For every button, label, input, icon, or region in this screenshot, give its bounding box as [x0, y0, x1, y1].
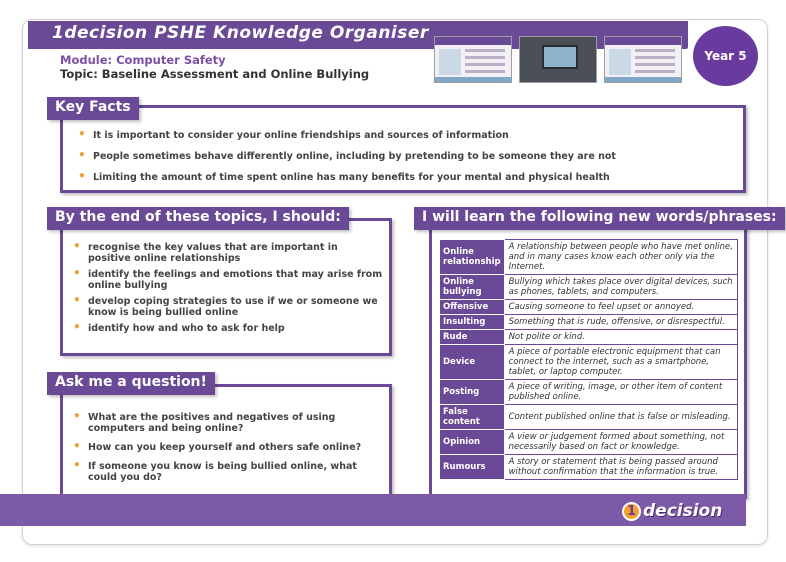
question-item: • How can you keep yourself and others safe online? — [73, 442, 383, 453]
key-fact-item: • People sometimes behave differently online, including by pretending to be someone they are not — [78, 151, 728, 162]
questions-heading: Ask me a question! — [47, 372, 215, 395]
vocabulary-definition: A piece of writing, image, or other item of content published online. — [504, 380, 737, 405]
outcome-item: • develop coping strategies to use if we or someone we know is being bullied online — [73, 296, 383, 318]
vocabulary-table — [439, 239, 738, 480]
vocabulary-definition: A relationship between people who have met online, and in many cases know each other only via the Internet. — [504, 240, 737, 275]
vocabulary-row — [440, 405, 738, 430]
logo-mark-icon: 1 — [622, 502, 641, 521]
key-facts-heading: Key Facts — [47, 97, 139, 120]
lesson-thumbnail-3 — [604, 36, 682, 83]
vocabulary-row — [440, 455, 738, 480]
vocabulary-term: Device — [440, 345, 505, 380]
logo-text: decision — [643, 501, 723, 521]
outcomes-list — [73, 242, 383, 334]
vocabulary-row — [440, 345, 738, 380]
vocabulary-term: Rude — [440, 330, 505, 345]
year-badge: Year 5 — [693, 26, 758, 86]
vocabulary-row — [440, 315, 738, 330]
vocabulary-term: Posting — [440, 380, 505, 405]
key-fact-item: • It is important to consider your online friendships and sources of information — [78, 130, 728, 141]
vocabulary-definition: Something that is rude, offensive, or disrespectful. — [504, 315, 737, 330]
key-facts-list — [78, 130, 728, 183]
vocabulary-definition: Bullying which takes place over digital devices, such as phones, tablets, and computers. — [504, 275, 737, 300]
vocabulary-term: False content — [440, 405, 505, 430]
lesson-thumbnail-2 — [519, 36, 597, 83]
page-title: 1decision PSHE Knowledge Organiser — [52, 23, 429, 43]
questions-list — [73, 412, 383, 483]
vocabulary-term: Opinion — [440, 430, 505, 455]
vocabulary-definition: Not polite or kind. — [504, 330, 737, 345]
vocabulary-row — [440, 330, 738, 345]
vocabulary-term: Insulting — [440, 315, 505, 330]
vocabulary-row — [440, 240, 738, 275]
vocabulary-heading: I will learn the following new words/phrases: — [414, 207, 785, 230]
vocabulary-definition: Content published online that is false or misleading. — [504, 405, 737, 430]
topic-label: Topic: Baseline Assessment and Online Bullying — [60, 67, 370, 81]
outcome-item: • recognise the key values that are important in positive online relationships — [73, 242, 383, 264]
vocabulary-row — [440, 275, 738, 300]
vocabulary-row — [440, 300, 738, 315]
vocabulary-term: Online relationship — [440, 240, 505, 275]
vocabulary-definition: Causing someone to feel upset or annoyed. — [504, 300, 737, 315]
outcomes-heading: By the end of these topics, I should: — [47, 207, 349, 230]
brand-logo — [622, 500, 722, 522]
vocabulary-term: Offensive — [440, 300, 505, 315]
key-fact-item: • Limiting the amount of time spent online has many benefits for your mental and physical health — [78, 172, 728, 183]
vocabulary-definition: A piece of portable electronic equipment that can connect to the internet, such as a smartphone, tablet, or laptop computer. — [504, 345, 737, 380]
question-item: • What are the positives and negatives of using computers and being online? — [73, 412, 383, 434]
outcome-item: • identify the feelings and emotions that may arise from online bullying — [73, 269, 383, 291]
lesson-thumbnail-1 — [434, 36, 512, 83]
vocabulary-row — [440, 430, 738, 455]
outcome-item: • identify how and who to ask for help — [73, 323, 383, 334]
vocabulary-term: Rumours — [440, 455, 505, 480]
module-label: Module: Computer Safety — [60, 53, 226, 67]
vocabulary-definition: A story or statement that is being passed around without confirmation that the information is true. — [504, 455, 737, 480]
vocabulary-definition: A view or judgement formed about something, not necessarily based on fact or knowledge. — [504, 430, 737, 455]
question-item: • If someone you know is being bullied online, what could you do? — [73, 461, 383, 483]
vocabulary-term: Online bullying — [440, 275, 505, 300]
vocabulary-row — [440, 380, 738, 405]
